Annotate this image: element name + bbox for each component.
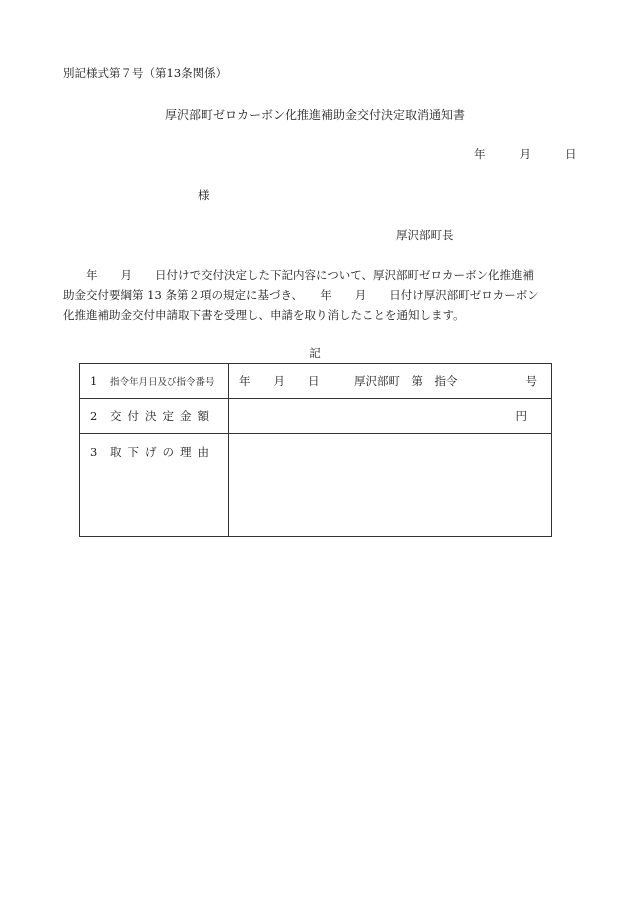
document-title: 厚沢部町ゼロカーボン化推進補助金交付決定取消通知書 (164, 108, 465, 122)
row-value (229, 364, 552, 399)
body-line: 年 月 日付けで交付決定した下記内容について、厚沢部町ゼロカーボン化推進補 (63, 268, 535, 282)
ki-heading: 記 (309, 346, 321, 360)
row-number: 1 (90, 374, 98, 388)
row-number: 2 (90, 409, 98, 423)
row-label (80, 399, 229, 434)
date-month: 月 (519, 147, 531, 161)
date-year: 年 (474, 147, 486, 161)
table-row (80, 434, 552, 537)
order-date-number: 年 月 日 厚沢部町 第 指令 (239, 374, 458, 388)
table-row (80, 399, 552, 434)
row-value (229, 434, 552, 537)
row-label-text: 取下げの理由 (110, 445, 215, 459)
addressee: 様 (198, 188, 210, 202)
row-number: 3 (90, 445, 98, 459)
body-line: 化推進補助金交付申請取下書を受理し、申請を取り消したことを通知します。 (63, 308, 465, 322)
row-label (80, 434, 229, 537)
row-label-text: 交付決定金額 (110, 409, 215, 423)
row-label-text: 指令年月日及び指令番号 (110, 377, 215, 388)
order-number-suffix: 号 (525, 374, 537, 388)
body-text (63, 265, 539, 325)
info-table (79, 363, 552, 537)
row-value (229, 399, 552, 434)
date-line (474, 146, 577, 162)
table-row (80, 364, 552, 399)
date-day: 日 (565, 147, 577, 161)
row-label (80, 364, 229, 399)
body-line: 助金交付要綱第 13 条第２項の規定に基づき、 年 月 日付け厚沢部町ゼロカーボン (63, 288, 539, 302)
issuer: 厚沢部町長 (396, 228, 454, 242)
amount-unit: 円 (515, 409, 527, 423)
form-label: 別記様式第７号（第13条関係） (63, 66, 228, 80)
